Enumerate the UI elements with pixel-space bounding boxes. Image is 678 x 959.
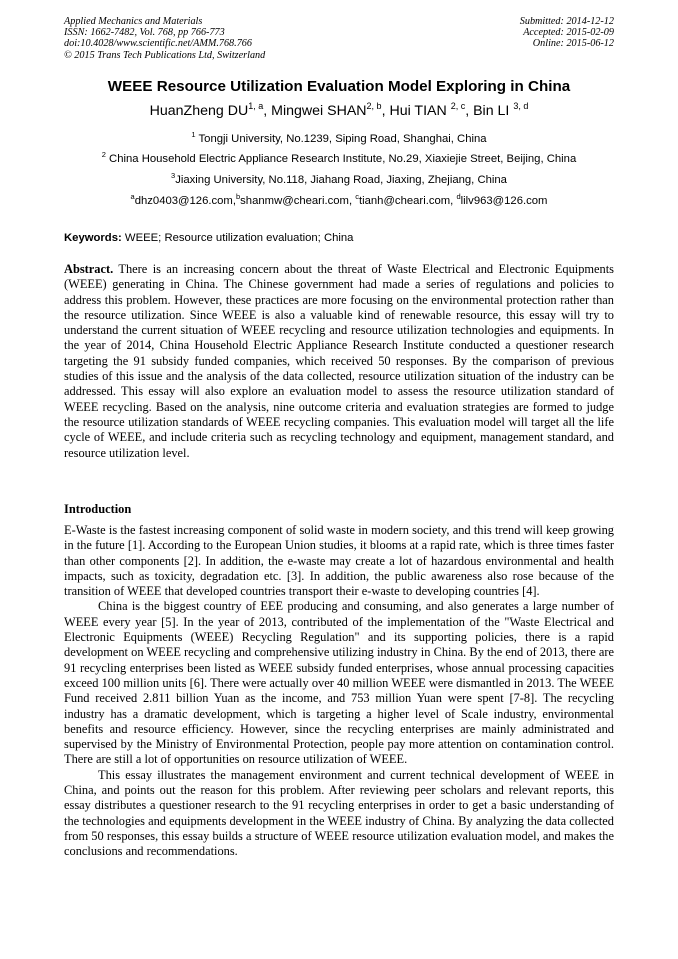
online-date: Online: 2015-06-12 (532, 38, 614, 50)
author-name: HuanZheng DU (149, 103, 249, 119)
affiliation-mark: 1 (191, 130, 196, 139)
author-affil-mark: 2, c (450, 101, 466, 111)
affiliation-text: China Household Electric Appliance Research Institute, No.29, Xiaxiejie Street, Beijing, China (105, 153, 577, 165)
journal-name: Applied Mechanics and Materials (64, 16, 203, 27)
email-address: lilv963@126.com (460, 195, 548, 207)
email-mark: d (456, 192, 461, 201)
author-list (0, 103, 678, 119)
journal-issn: ISSN: 1662-7482, Vol. 768, pp 766-773 (64, 27, 225, 39)
affiliation-text: Jiaxing University, No.118, Jiahang Road, Jiaxing, Zhejiang, China (175, 174, 507, 186)
author-emails (0, 192, 678, 207)
abstract (64, 262, 614, 461)
affiliation (0, 130, 678, 145)
author-affil-mark: 1, a (248, 101, 264, 111)
body-paragraph: This essay illustrates the management environment and current technical development of WEEE in China, and points out the reason for this problem. After reviewing peer scholars and relevant reports, this essay distributes a questioner research to the 91 recycling enterprises in order to get a basic understanding of the technologies and equipments development in the WEEE industry of China. By analyzing the data collected from 50 responses, this essay builds a structure of WEEE resource utilization evaluation model, and makes the conclusions and recommendations. (64, 767, 614, 859)
accepted-date: Accepted: 2015-02-09 (523, 27, 614, 39)
email-mark: a (130, 192, 135, 201)
affiliation (0, 171, 678, 186)
journal-copyright: © 2015 Trans Tech Publications Ltd, Switzerland (64, 49, 266, 61)
affiliation (0, 150, 678, 165)
author-name: Hui TIAN (389, 103, 451, 119)
email-mark: c (355, 192, 359, 201)
email-address: dhz0403@126.com, (134, 195, 236, 207)
keywords-label: Keywords: (64, 232, 122, 244)
email-address: tianh@cheari.com, (358, 195, 457, 207)
affiliation-mark: 2 (101, 150, 106, 159)
introduction-section (64, 523, 614, 860)
author-affil-mark: 3, d (513, 101, 529, 111)
paper-title: WEEE Resource Utilization Evaluation Model Exploring in China (107, 78, 571, 95)
abstract-label: Abstract. (64, 262, 114, 276)
journal-info (64, 16, 265, 61)
affiliation-mark: 3 (171, 171, 176, 180)
author-separator: , (465, 103, 474, 119)
author-name: Mingwei SHAN (271, 103, 367, 119)
publication-dates (520, 16, 614, 50)
keywords (64, 232, 353, 244)
author-separator: , (263, 103, 272, 119)
body-paragraph: China is the biggest country of EEE producing and consuming, and also generates a large number of WEEE every year [5]. In the year of 2013, contributed of the implementation of the "Waste Electrical and Electronic Equipments (WEEE) Recycling Regulation" and its supporting policies, there is a rapid development on WEEE recycling and comprehensive utilizing industry in China. By the end of 2013, there are 91 recycling enterprises been listed as WEEE subsidy funded enterprises, whose annual processing capacities exceed 100 million units [6]. There were actually over 40 million WEEE were dismantled in 2013. The WEEE Fund received 2.811 billion Yuan as the income, and 753 million Yuan were spent [7-8]. The recycling industry has a dramatic development, which is targeting a higher level of Scale industry, environmental benefits and resource efficiency. However, since the recycling enterprises are mainly administrated and supervised by the Ministry of Environmental Protection, people pay more attention on contamination control. There are still a lot of opportunities on resource utilization of WEEE. (64, 599, 614, 767)
affiliation-text: Tongji University, No.1239, Siping Road, Shanghai, China (195, 133, 487, 145)
email-address: shanmw@cheari.com, (240, 195, 356, 207)
author-affil-mark: 2, b (366, 101, 382, 111)
section-heading: Introduction (64, 502, 132, 516)
author-name: Bin LI (473, 103, 514, 119)
author-separator: , (381, 103, 390, 119)
abstract-text: There is an increasing concern about the threat of Waste Electrical and Electronic Equipments (WEEE) generating in China. The Chinese government had made a series of regulations and policies to address this problem. However, these practices are more focusing on the environmental protection rather than the resource utilization. Since WEEE is also a valuable kind of renewable resource, this essay will try to understand the current situation of WEEE recycling and resource utilization technologies and equipments. In the year of 2014, China Household Electric Appliance Research Institute conducted a questioner research targeting the 91 subsidy funded companies, which received 50 responses. By the comparison of previous studies of this issue and the analysis of the data collected, resource utilization situation of the industry can be addressed. This essay will also explore an evaluation model to assess the resource utilization standard of WEEE recycling. Based on the analysis, nine outcome criteria and evaluation strategies are formed to judge the resource utilization standards of WEEE recycling companies. This evaluation model will target all the life cycle of WEEE, and include criteria such as recycling technology and equipment, management standard, and resource utilization level. (64, 262, 614, 460)
keywords-text: WEEE; Resource utilization evaluation; China (121, 232, 354, 244)
submitted-date: Submitted: 2014-12-12 (519, 16, 614, 27)
journal-doi: doi:10.4028/www.scientific.net/AMM.768.766 (64, 38, 252, 50)
body-paragraph: E-Waste is the fastest increasing component of solid waste in modern society, and this trend will keep growing in the future [1]. According to the European Union studies, it blooms at a rapid rate, which is three times faster than other components [2]. In addition, the e-waste may create a lot of hazardous environmental and health impacts, such as toxicity, degradation etc. [3]. In addition, the public awareness also rose because of the transition of WEEE that developed countries transport their e-waste to developing countries [4]. (64, 523, 614, 599)
email-mark: b (235, 192, 241, 201)
